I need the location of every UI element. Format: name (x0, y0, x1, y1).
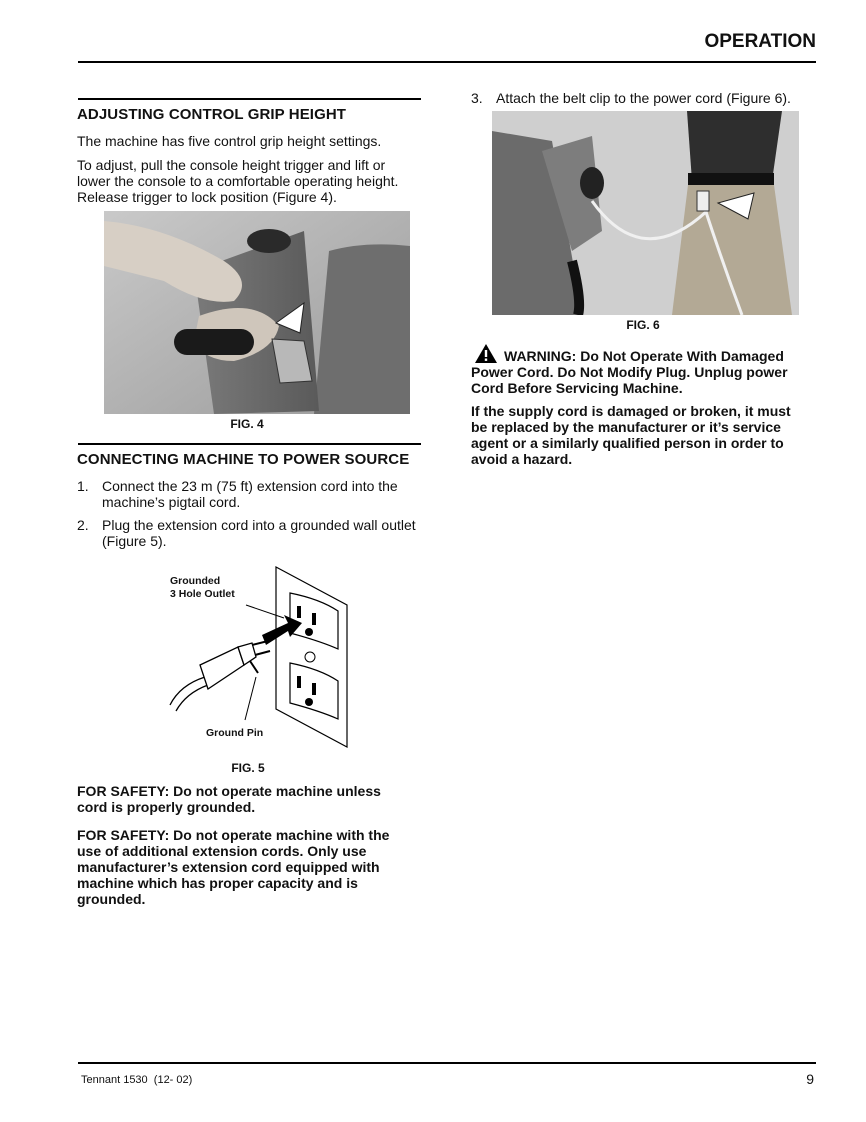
grounded-outlet-label: Grounded 3 Hole Outlet (170, 575, 235, 600)
page-number: 9 (806, 1071, 814, 1087)
belt-clip-photo-illustration (492, 111, 799, 315)
warning-text: WARNING: Do Not Operate With Damaged Power Cord. Do Not Modify Plug. Unplug power Cord Before Servicing Machine. (471, 348, 788, 396)
safety-note-1: FOR SAFETY: Do not operate machine unless cord is properly grounded. (77, 783, 381, 815)
step-text: Plug the extension cord into a grounded wall outlet (Figure 5). (102, 517, 416, 549)
grip-paragraph-1: The machine has five control grip height settings. (77, 133, 382, 149)
figure-4-caption: FIG. 4 (230, 417, 264, 431)
footer-doc-id: Tennant 1530 (12- 02) (81, 1074, 193, 1086)
header-rule (78, 61, 816, 63)
figure-5-caption: FIG. 5 (231, 761, 265, 775)
figure-6-caption: FIG. 6 (626, 318, 660, 332)
power-steps (77, 478, 422, 549)
ground-pin-label: Ground Pin (206, 727, 264, 739)
list-item (77, 478, 422, 510)
list-item (77, 517, 422, 549)
page-title: OPERATION (704, 31, 816, 52)
footer-rule (78, 1062, 816, 1064)
step-text: Attach the belt clip to the power cord (Figure 6). (496, 90, 791, 106)
step-number: 2. (77, 517, 89, 533)
supply-cord-notice: If the supply cord is damaged or broken, it must be replaced by the manufacturer or it’s service agent or a similarly qualified person in order to avoid a hazard. (471, 403, 791, 467)
step-number: 3. (471, 90, 483, 106)
safety-note-2: FOR SAFETY: Do not operate machine with the use of additional extension cords. Only use manufacturer’s extension cord equipped with machine which has proper capacity and is grounded. (77, 827, 390, 907)
step-number: 1. (77, 478, 89, 494)
section-rule-grip (78, 98, 421, 100)
figure-4-photo (104, 211, 410, 414)
grip-paragraph-2: To adjust, pull the console height trigger and lift or lower the console to a comfortable operating height. Release trigger to lock position (Figure 4). (77, 157, 399, 205)
figure-6-photo (492, 111, 799, 315)
power-heading: CONNECTING MACHINE TO POWER SOURCE (77, 451, 410, 468)
section-rule-power (78, 443, 421, 445)
step-3 (471, 90, 821, 106)
grip-heading: ADJUSTING CONTROL GRIP HEIGHT (77, 106, 347, 123)
step-text: Connect the 23 m (75 ft) extension cord into the machine’s pigtail cord. (102, 478, 398, 510)
grip-photo-illustration (104, 211, 410, 414)
